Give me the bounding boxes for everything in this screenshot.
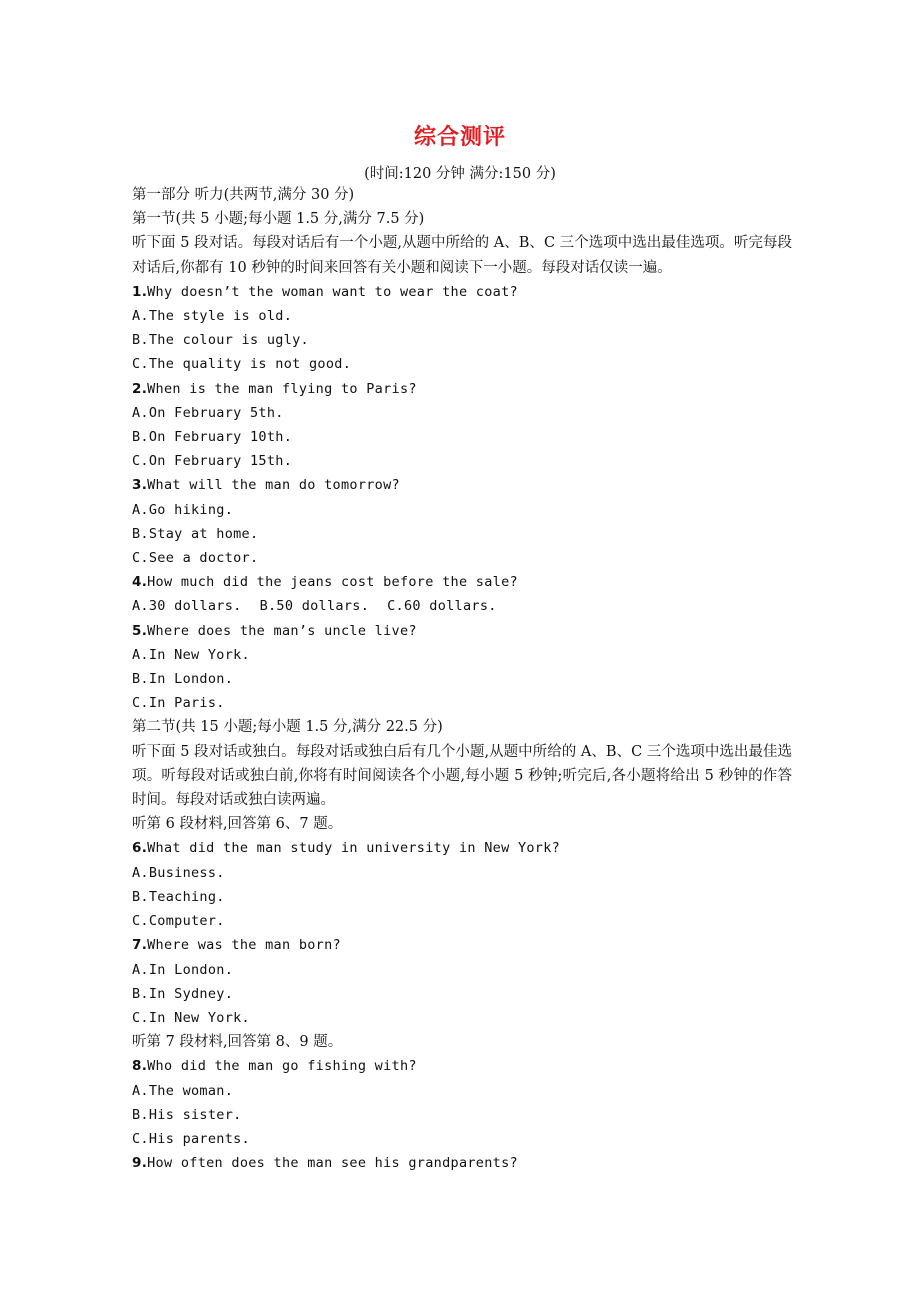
- question-text: When is the man flying to Paris?: [147, 380, 417, 397]
- question-8: [132, 1054, 792, 1078]
- option: C.His parents.: [132, 1130, 250, 1147]
- option: A.Go hiking.: [132, 501, 234, 518]
- question-text: Who did the man go fishing with?: [147, 1058, 417, 1075]
- question-number: 4.: [132, 574, 148, 591]
- option: B.Teaching.: [132, 888, 225, 905]
- question-text: Where does the man’s uncle live?: [147, 622, 417, 639]
- question-text: Why doesn’t the woman want to wear the coat?: [147, 283, 518, 300]
- option: B.His sister.: [132, 1106, 242, 1123]
- section2-heading: 第二节(共 15 小题;每小题 1.5 分,满分 22.5 分): [132, 719, 443, 736]
- option: C.Computer.: [132, 913, 225, 930]
- question-9: [132, 1151, 792, 1175]
- section2-instructions: 听下面 5 段对话或独白。每段对话或独白后有几个小题,从题中所给的 A、B、C 三个选项中选出最佳选项。听每段对话或独白前,你将有时间阅读各个小题,每小题 5 秒钟;听完后,各小题将给出 5 秒钟的作答时间。每段对话或独白读两遍。: [132, 743, 792, 809]
- option: A.On February 5th.: [132, 404, 284, 421]
- option: A.30 dollars.: [132, 598, 242, 615]
- question-number: 7.: [132, 937, 148, 954]
- option: B.On February 10th.: [132, 429, 293, 446]
- question-3: [132, 473, 792, 497]
- question-text: How often does the man see his grandparents?: [147, 1155, 518, 1172]
- option: B.In Sydney.: [132, 985, 234, 1002]
- option: A.Business.: [132, 864, 225, 881]
- question-text: What did the man study in university in New York?: [147, 840, 561, 857]
- question-text: How much did the jeans cost before the sale?: [147, 574, 518, 591]
- question-4: [132, 570, 792, 594]
- option: C.The quality is not good.: [132, 356, 352, 373]
- question-6: [132, 836, 792, 860]
- option: B.Stay at home.: [132, 525, 259, 542]
- section1-heading: 第一节(共 5 小题;每小题 1.5 分,满分 7.5 分): [132, 211, 425, 228]
- option: C.60 dollars.: [387, 598, 497, 615]
- question-5: [132, 619, 792, 643]
- part1-heading: 第一部分 听力(共两节,满分 30 分): [132, 187, 355, 203]
- question-2: [132, 377, 792, 401]
- question-text: Where was the man born?: [147, 937, 341, 954]
- option: B.50 dollars.: [259, 598, 370, 615]
- option: B.The colour is ugly.: [132, 332, 309, 349]
- option: A.In London.: [132, 961, 234, 978]
- question-number: 3.: [132, 477, 148, 494]
- option: C.In New York.: [132, 1009, 250, 1026]
- option: A.The style is old.: [132, 308, 293, 325]
- question-number: 8.: [132, 1058, 148, 1075]
- options-row: [132, 594, 792, 618]
- exam-time-score: (时间:120 分钟 满分:150 分): [364, 166, 556, 182]
- exam-content: [132, 183, 792, 1175]
- question-number: 2.: [132, 380, 148, 397]
- question-1: [132, 280, 792, 304]
- page-title: 综合测评: [413, 125, 506, 150]
- material-6-note: 听第 6 段材料,回答第 6、7 题。: [132, 816, 343, 833]
- question-number: 1.: [132, 283, 148, 300]
- option: C.On February 15th.: [132, 453, 293, 470]
- question-number: 5.: [132, 622, 148, 639]
- option: A.The woman.: [132, 1082, 234, 1099]
- option: C.In Paris.: [132, 695, 225, 712]
- question-text: What will the man do tomorrow?: [147, 477, 400, 494]
- option: B.In London.: [132, 671, 234, 688]
- option: A.In New York.: [132, 646, 250, 663]
- material-7-note: 听第 7 段材料,回答第 8、9 题。: [132, 1034, 343, 1051]
- option: C.See a doctor.: [132, 550, 259, 567]
- question-7: [132, 933, 792, 957]
- section1-instructions: 听下面 5 段对话。每段对话后有一个小题,从题中所给的 A、B、C 三个选项中选出最佳选项。听完每段对话后,你都有 10 秒钟的时间来回答有关小题和阅读下一小题。每段对话仅读一遍。: [132, 235, 792, 276]
- question-number: 9.: [132, 1155, 148, 1172]
- question-number: 6.: [132, 840, 148, 857]
